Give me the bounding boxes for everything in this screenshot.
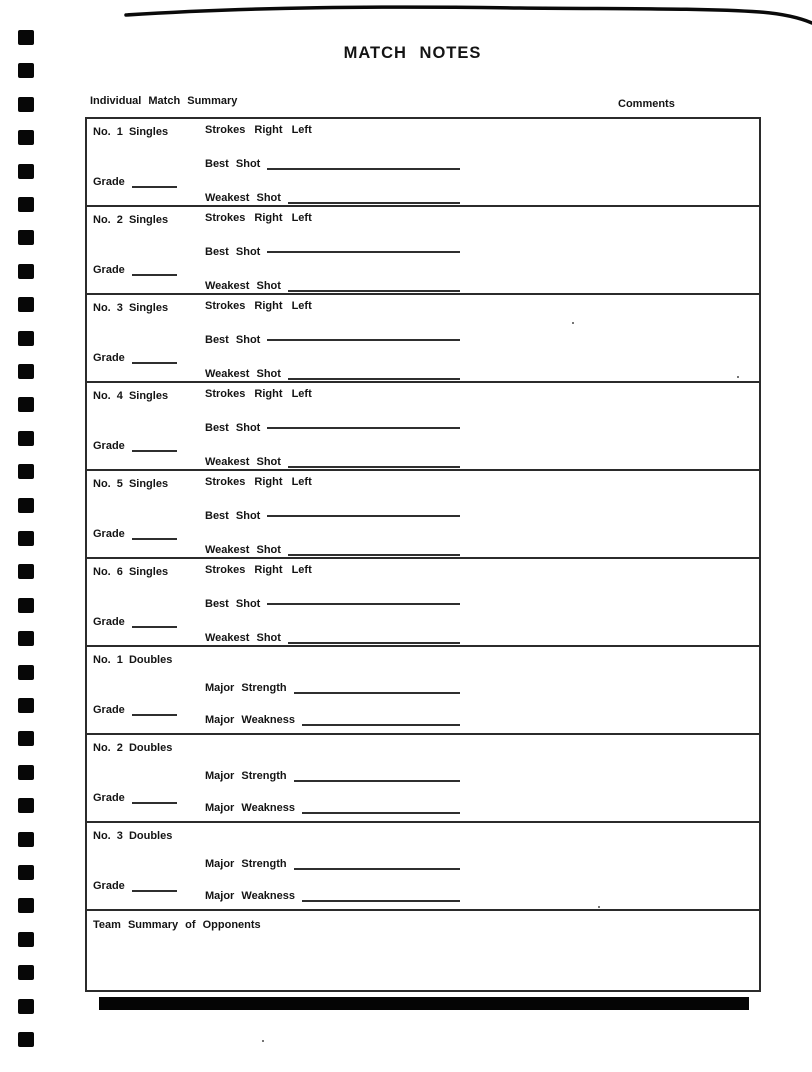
team-summary-row	[87, 911, 759, 990]
singles-row	[87, 559, 759, 647]
scan-speck	[262, 1040, 264, 1042]
match-label: No. 2 Doubles	[93, 742, 173, 754]
grade-line	[132, 274, 177, 276]
best-shot-line	[267, 603, 460, 605]
weakest-shot-line	[288, 642, 460, 644]
major-weakness-field	[205, 712, 460, 726]
major-strength-line	[294, 868, 460, 870]
binding-hole	[18, 230, 34, 245]
grade-field	[93, 526, 177, 540]
major-strength-field	[205, 680, 460, 694]
strokes-label: Strokes Right Left	[205, 212, 312, 224]
scan-speck	[737, 376, 739, 378]
binding-hole	[18, 765, 34, 780]
binding-hole	[18, 431, 34, 446]
weakest-shot-field	[205, 542, 460, 556]
table-header-right: Comments	[618, 98, 675, 110]
grade-label: Grade	[93, 616, 125, 628]
binding-hole	[18, 197, 34, 212]
best-shot-label: Best Shot	[205, 246, 261, 258]
best-shot-label: Best Shot	[205, 158, 261, 170]
grade-line	[132, 626, 177, 628]
major-weakness-line	[302, 812, 460, 814]
weakest-shot-line	[288, 290, 460, 292]
major-weakness-field	[205, 800, 460, 814]
strokes-label: Strokes Right Left	[205, 476, 312, 488]
doubles-row	[87, 823, 759, 911]
binding-hole	[18, 832, 34, 847]
major-weakness-field	[205, 888, 460, 902]
singles-row	[87, 295, 759, 383]
weakest-shot-line	[288, 378, 460, 380]
table-header-left: Individual Match Summary	[90, 95, 238, 107]
best-shot-field	[205, 156, 460, 170]
team-summary-label: Team Summary of Opponents	[93, 919, 261, 931]
best-shot-line	[267, 427, 460, 429]
match-summary-table	[85, 117, 761, 992]
binding-hole	[18, 331, 34, 346]
grade-field	[93, 878, 177, 892]
binding-hole	[18, 297, 34, 312]
weakest-shot-label: Weakest Shot	[205, 632, 281, 644]
grade-label: Grade	[93, 792, 125, 804]
best-shot-line	[267, 168, 460, 170]
singles-row	[87, 471, 759, 559]
weakest-shot-label: Weakest Shot	[205, 456, 281, 468]
grade-field	[93, 438, 177, 452]
grade-line	[132, 538, 177, 540]
major-strength-label: Major Strength	[205, 770, 287, 782]
scan-artifact-bar	[99, 997, 749, 1010]
best-shot-label: Best Shot	[205, 422, 261, 434]
best-shot-line	[267, 339, 460, 341]
grade-field	[93, 350, 177, 364]
match-label: No. 4 Singles	[93, 390, 169, 402]
major-strength-field	[205, 768, 460, 782]
best-shot-line	[267, 251, 460, 253]
major-strength-line	[294, 692, 460, 694]
binding-hole	[18, 631, 34, 646]
grade-field	[93, 614, 177, 628]
major-weakness-label: Major Weakness	[205, 714, 296, 726]
binding-hole	[18, 932, 34, 947]
grade-line	[132, 362, 177, 364]
grade-field	[93, 790, 177, 804]
major-strength-label: Major Strength	[205, 858, 287, 870]
scan-edge-line	[0, 0, 812, 30]
major-strength-line	[294, 780, 460, 782]
grade-field	[93, 702, 177, 716]
best-shot-label: Best Shot	[205, 598, 261, 610]
best-shot-label: Best Shot	[205, 510, 261, 522]
grade-line	[132, 802, 177, 804]
match-label: No. 1 Doubles	[93, 654, 173, 666]
grade-line	[132, 890, 177, 892]
strokes-label: Strokes Right Left	[205, 124, 312, 136]
best-shot-label: Best Shot	[205, 334, 261, 346]
grade-label: Grade	[93, 264, 125, 276]
grade-field	[93, 262, 177, 276]
binding-hole	[18, 598, 34, 613]
binding-hole	[18, 531, 34, 546]
strokes-label: Strokes Right Left	[205, 564, 312, 576]
binding-hole	[18, 130, 34, 145]
doubles-row	[87, 647, 759, 735]
major-weakness-label: Major Weakness	[205, 802, 296, 814]
best-shot-field	[205, 244, 460, 258]
grade-label: Grade	[93, 176, 125, 188]
major-weakness-label: Major Weakness	[205, 890, 296, 902]
singles-row	[87, 383, 759, 471]
binding-hole	[18, 999, 34, 1014]
weakest-shot-line	[288, 202, 460, 204]
strokes-label: Strokes Right Left	[205, 388, 312, 400]
grade-label: Grade	[93, 440, 125, 452]
best-shot-field	[205, 596, 460, 610]
binding-hole	[18, 865, 34, 880]
weakest-shot-field	[205, 190, 460, 204]
weakest-shot-field	[205, 630, 460, 644]
major-weakness-line	[302, 900, 460, 902]
grade-field	[93, 174, 177, 188]
major-strength-field	[205, 856, 460, 870]
binding-hole	[18, 397, 34, 412]
scan-speck	[572, 322, 574, 324]
scan-speck	[598, 906, 600, 908]
binding-hole	[18, 464, 34, 479]
binding-hole	[18, 264, 34, 279]
major-weakness-line	[302, 724, 460, 726]
best-shot-field	[205, 332, 460, 346]
weakest-shot-label: Weakest Shot	[205, 192, 281, 204]
match-label: No. 5 Singles	[93, 478, 169, 490]
grade-line	[132, 450, 177, 452]
best-shot-field	[205, 508, 460, 522]
grade-line	[132, 186, 177, 188]
binding-hole	[18, 30, 34, 45]
major-strength-label: Major Strength	[205, 682, 287, 694]
singles-row	[87, 119, 759, 207]
singles-row	[87, 207, 759, 295]
binding-hole	[18, 97, 34, 112]
binding-hole	[18, 1032, 34, 1047]
match-label: No. 3 Singles	[93, 302, 169, 314]
match-label: No. 6 Singles	[93, 566, 169, 578]
weakest-shot-label: Weakest Shot	[205, 280, 281, 292]
match-label: No. 2 Singles	[93, 214, 169, 226]
grade-label: Grade	[93, 880, 125, 892]
binding-hole	[18, 164, 34, 179]
binding-hole	[18, 898, 34, 913]
grade-label: Grade	[93, 352, 125, 364]
binding-hole	[18, 63, 34, 78]
weakest-shot-field	[205, 278, 460, 292]
binding-hole	[18, 965, 34, 980]
binding-hole	[18, 498, 34, 513]
match-label: No. 1 Singles	[93, 126, 169, 138]
binding-hole	[18, 564, 34, 579]
binding-hole	[18, 364, 34, 379]
weakest-shot-label: Weakest Shot	[205, 368, 281, 380]
weakest-shot-line	[288, 554, 460, 556]
grade-line	[132, 714, 177, 716]
binding-hole	[18, 798, 34, 813]
doubles-row	[87, 735, 759, 823]
weakest-shot-field	[205, 366, 460, 380]
best-shot-field	[205, 420, 460, 434]
grade-label: Grade	[93, 704, 125, 716]
page-title: MATCH NOTES	[343, 44, 482, 62]
weakest-shot-line	[288, 466, 460, 468]
best-shot-line	[267, 515, 460, 517]
match-label: No. 3 Doubles	[93, 830, 173, 842]
weakest-shot-field	[205, 454, 460, 468]
binding-hole	[18, 665, 34, 680]
grade-label: Grade	[93, 528, 125, 540]
weakest-shot-label: Weakest Shot	[205, 544, 281, 556]
binding-hole	[18, 731, 34, 746]
strokes-label: Strokes Right Left	[205, 300, 312, 312]
binding-hole	[18, 698, 34, 713]
